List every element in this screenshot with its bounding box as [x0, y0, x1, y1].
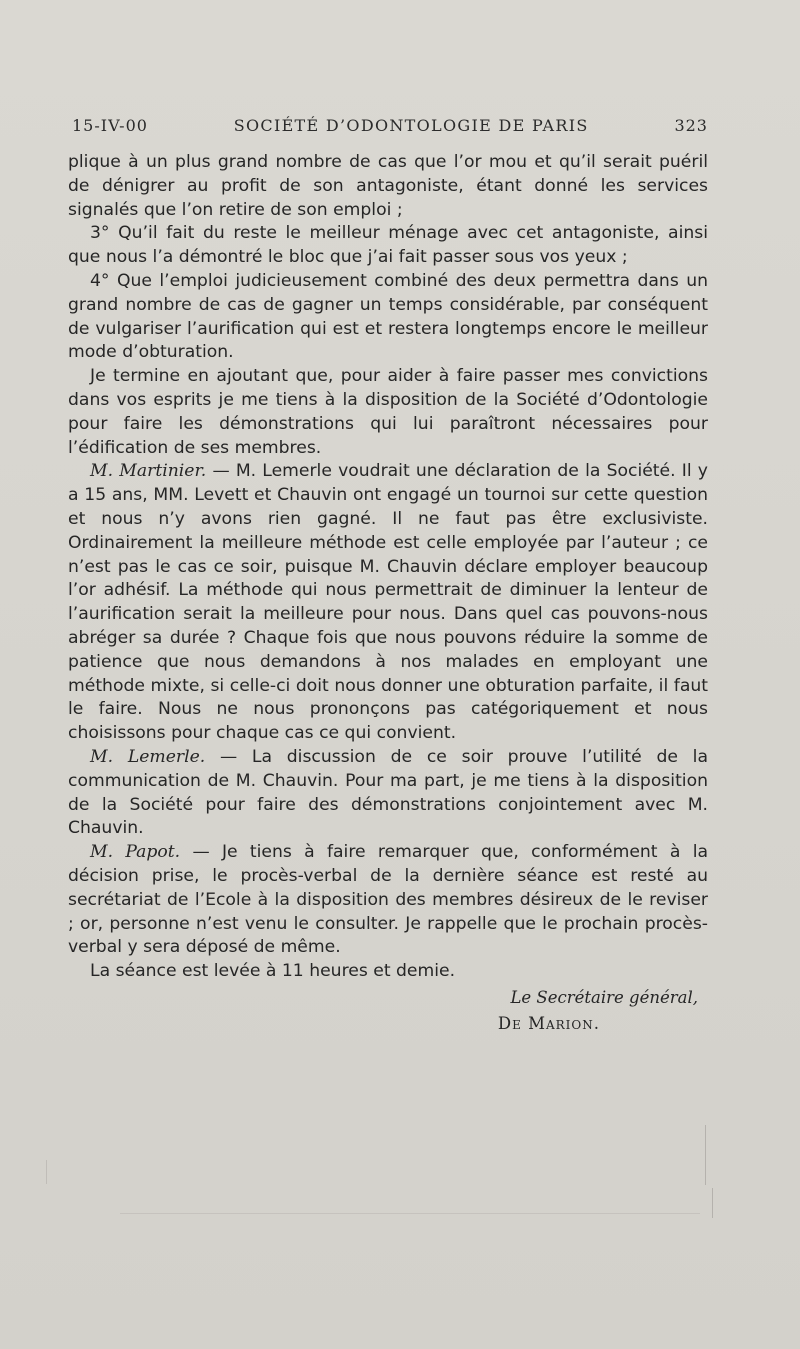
signature-title: Le Secrétaire général,: [510, 987, 698, 1007]
paragraph-text: plique à un plus grand nombre de cas que l’or mou et qu’il serait puéril de dénigrer au profit de son antagoniste, étant donné les services signalés que l’on retire de son emploi ;: [68, 152, 708, 220]
scan-mark: [120, 1213, 700, 1214]
speaker-name: M. Papot.: [90, 842, 181, 863]
scan-mark: [712, 1188, 713, 1218]
scan-mark: [46, 1160, 47, 1184]
running-header: [72, 116, 708, 144]
body-text: [68, 151, 708, 1037]
speaker-name: M. Lemerle.: [90, 746, 206, 767]
paragraph-text: La séance est levée à 11 heures et demie.: [90, 961, 456, 982]
paragraph-text: — La discussion de ce soir prouve l’utilité de la communication de M. Chauvin. Pour ma part, je me tiens à la disposition de la Société pour faire des démonstrations conjointement avec M. Chauvin.: [68, 746, 708, 839]
paragraph-closing: [68, 960, 708, 984]
paragraph: [68, 270, 708, 365]
signature-block: [68, 985, 708, 1037]
header-title: SOCIÉTÉ D’ODONTOLOGIE DE PARIS: [233, 116, 589, 135]
paragraph: [68, 365, 708, 460]
signature-name: De Marion.: [497, 1013, 600, 1033]
paragraph-text: 3° Qu’il fait du reste le meilleur ménage avec cet antagoniste, ainsi que nous l’a démontré le bloc que j’ai fait passer sous vos yeux ;: [68, 223, 708, 268]
paragraph-text: 4° Que l’emploi judicieusement combiné des deux permettra dans un grand nombre de cas de gagner un temps considérable, par conséquent de vulgariser l’aurification qui est et restera longtemps encore le meilleur mode d’obturation.: [68, 270, 708, 363]
paragraph: [68, 222, 708, 270]
paragraph-lemerle: [68, 746, 708, 841]
paragraph-text: — Je tiens à faire remarquer que, conformément à la décision prise, le procès-verbal de la dernière séance est resté au secrétariat de l’Ecole à la disposition des membres désireux de le reviser ; or, personne n’est venu le consulter. Je rappelle que le prochain procès-verbal y sera déposé de même.: [68, 842, 709, 958]
paragraph-papot: [68, 841, 708, 960]
paragraph: [68, 151, 708, 222]
header-date: 15-IV-00: [72, 116, 148, 135]
scan-mark: [705, 1125, 706, 1185]
paragraph-text: Je termine en ajoutant que, pour aider à faire passer mes convictions dans vos esprits je me tiens à la disposition de la Société d’Odontologie pour faire les démonstrations qui lui paraîtront nécessaires pour l’édification de ses membres.: [68, 366, 708, 458]
page-number: 323: [674, 116, 708, 135]
paragraph-text: — M. Lemerle voudrait une déclaration de la Société. Il y a 15 ans, MM. Levett et Chauvin ont engagé un tournoi sur cette question et nous n’y avons rien gagné. Il ne faut pas être exclusiviste. Ordinairement la meilleure méthode est celle employée par l’auteur ; ce n’est pas le cas ce soir, puisque M. Chauvin déclare employer beaucoup l’or adhésif. La méthode qui nous permettrait de diminuer la lenteur de l’aurification serait la meilleure pour nous. Dans quel cas pouvons-nous abréger sa durée ? Chaque fois que nous pouvons réduire la somme de patience que nous demandons à nos malades en employant une méthode mixte, si celle-ci doit nous donner une obturation parfaite, il faut le faire. Nous ne nous prononçons pas catégoriquement et nous choisissons pour chaque cas ce qui convient.: [68, 461, 708, 744]
speaker-name: M. Martinier.: [90, 461, 207, 482]
paragraph-martinier: [68, 460, 708, 746]
